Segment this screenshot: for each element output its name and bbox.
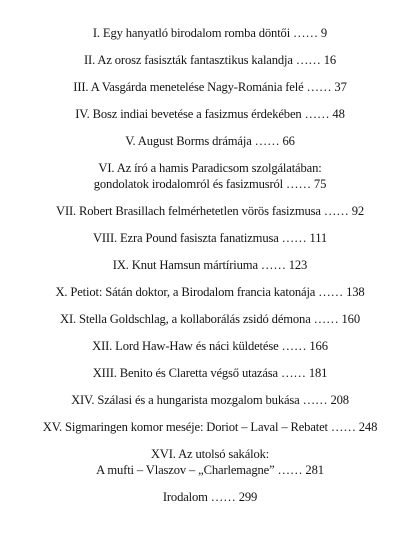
toc-entry-text: XV. Sigmaringen komor meséje: Doriot – Laval – Rebatet …… 248: [42, 420, 378, 434]
toc-entry-text: XIV. Szálasi és a hungarista mozgalom bukása …… 208: [71, 393, 349, 407]
toc-entry-text: gondolatok irodalomról és fasizmusról …… 75: [93, 176, 327, 191]
toc-entry-6: [0, 161, 420, 204]
toc-entry-text: VII. Robert Brasillach felmérhetetlen vörös fasizmusa …… 92: [56, 204, 364, 218]
toc-entry-16: [0, 447, 420, 490]
toc-entry-5: [0, 134, 420, 161]
toc-entry-8: [0, 231, 420, 258]
toc-entry-text: XI. Stella Goldschlag, a kollaborálás zsidó démona …… 160: [60, 312, 360, 326]
toc-entry-1: [0, 26, 420, 53]
toc-entry-text: I. Egy hanyatló birodalom romba döntői …… 9: [92, 26, 328, 40]
toc-entry-text: VI. Az író a hamis Paradicsom szolgálatában:: [98, 161, 322, 175]
toc-entry-7: [0, 204, 420, 231]
table-of-contents: [0, 26, 420, 517]
toc-entry-12: [0, 339, 420, 366]
toc-entry-13: [0, 366, 420, 393]
toc-entry-3: [0, 80, 420, 107]
toc-entry-text: V. August Borms drámája …… 66: [125, 134, 295, 148]
toc-entry-text: XVI. Az utolsó sakálok:: [150, 447, 270, 461]
toc-entry-text: IX. Knut Hamsun mártíriuma …… 123: [112, 258, 308, 272]
toc-entry-11: [0, 312, 420, 339]
toc-entry-text: A mufti – Vlaszov – „Charlemagne” …… 281: [96, 462, 324, 477]
toc-entry-4: [0, 107, 420, 134]
toc-entry-text: Irodalom …… 299: [162, 490, 258, 504]
toc-entry-10: [0, 285, 420, 312]
toc-entry-text: VIII. Ezra Pound fasiszta fanatizmusa …… 111: [92, 231, 328, 245]
toc-entry-text: XII. Lord Haw-Haw és náci küldetése …… 166: [92, 339, 328, 353]
toc-entry-9: [0, 258, 420, 285]
toc-entry-15: [0, 420, 420, 447]
toc-entry-text: II. Az orosz fasiszták fantasztikus kalandja …… 16: [84, 53, 336, 67]
toc-entry-14: [0, 393, 420, 420]
toc-entry-text: III. A Vasgárda menetelése Nagy-Románia felé …… 37: [73, 80, 347, 94]
toc-entry-17: [0, 490, 420, 517]
toc-entry-text: X. Petiot: Sátán doktor, a Birodalom francia katonája …… 138: [55, 285, 365, 299]
toc-entry-text: XIII. Benito és Claretta végső utazása …… 181: [92, 366, 328, 380]
toc-entry-2: [0, 53, 420, 80]
toc-entry-text: IV. Bosz indiai bevetése a fasizmus érdekében …… 48: [75, 107, 345, 121]
